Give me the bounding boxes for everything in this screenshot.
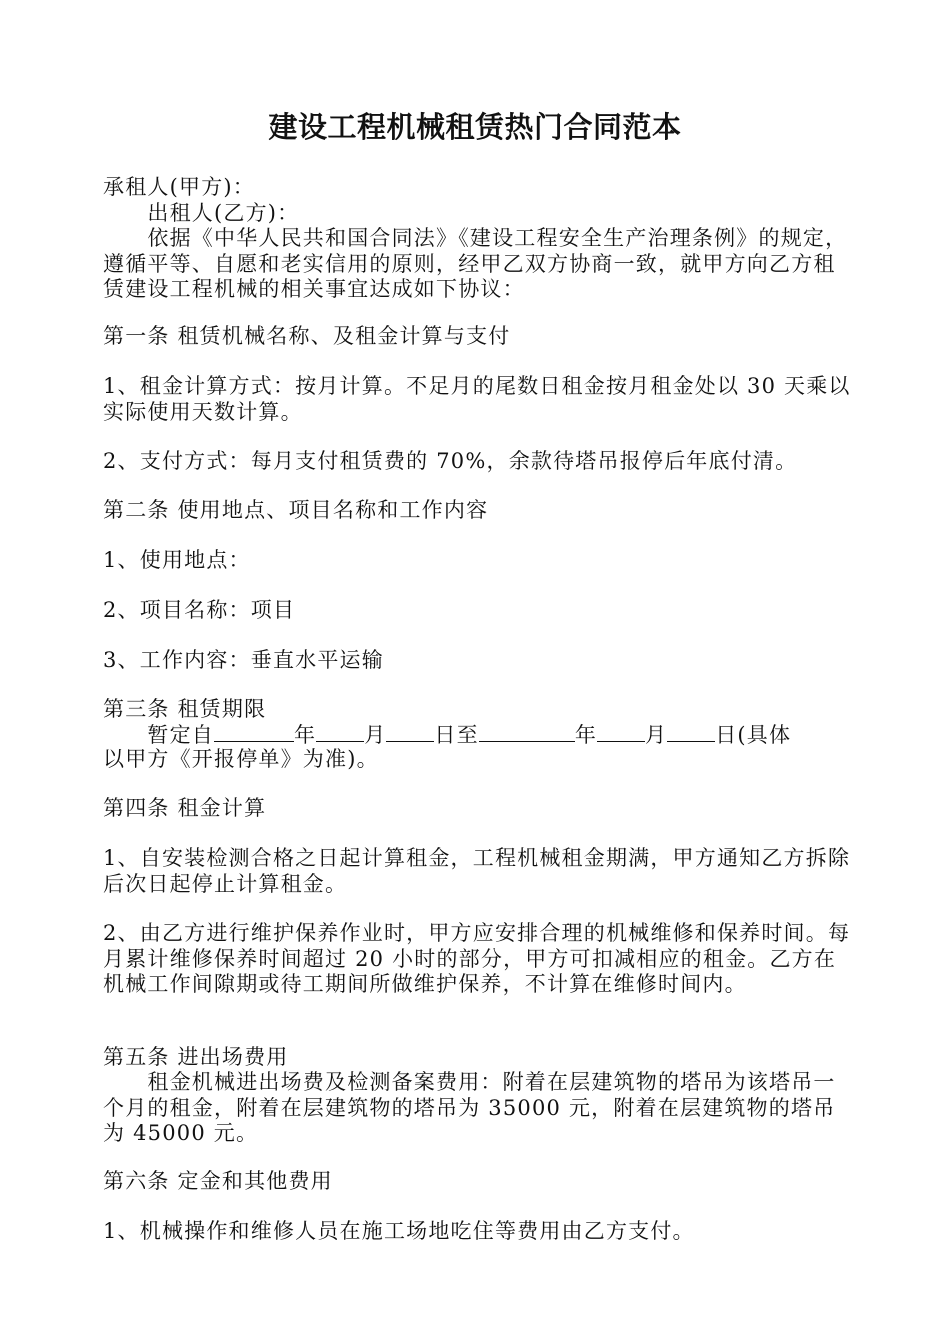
article-3-heading: 第三条 租赁期限 bbox=[103, 697, 267, 721]
article-5-heading: 第五条 进出场费用 bbox=[103, 1045, 289, 1069]
start-year-blank bbox=[214, 722, 294, 742]
article-6-heading: 第六条 定金和其他费用 bbox=[103, 1169, 333, 1193]
article-2-item-2: 2、项目名称：项目 bbox=[103, 598, 296, 622]
article-2-item-1: 1、使用地点： bbox=[103, 548, 251, 572]
article-6-item-1: 1、机械操作和维修人员在施工场地吃住等费用由乙方支付。 bbox=[103, 1219, 695, 1243]
end-year-blank bbox=[479, 722, 575, 742]
article-4-heading: 第四条 租金计算 bbox=[103, 796, 267, 820]
article-4-item-2: 2、由乙方进行维护保养作业时，甲方应安排合理的机械维修和保养时间。每月累计维修保养时间超过 20 小时的部分，甲方可扣减相应的租金。乙方在机械工作间隙期或待工期间所做维护保养，不计算在维修时间内。 bbox=[103, 921, 851, 997]
end-day-blank bbox=[667, 722, 715, 742]
lessee-line: 承租人(甲方)： bbox=[103, 175, 255, 199]
article-1-heading: 第一条 租赁机械名称、及租金计算与支付 bbox=[103, 324, 511, 348]
intro-paragraph: 依据《中华人民共和国合同法》《建设工程安全生产治理条例》的规定，遵循平等、自愿和老实信用的原则，经甲乙双方协商一致，就甲方向乙方租赁建设工程机械的相关事宜达成如下协议： bbox=[103, 226, 848, 302]
end-year-label: 年 bbox=[574, 723, 598, 747]
article-2-heading: 第二条 使用地点、项目名称和工作内容 bbox=[103, 498, 489, 522]
lessor-line: 出租人(乙方)： bbox=[103, 201, 300, 225]
period-prefix: 暂定自 bbox=[103, 723, 214, 747]
article-3-period-line bbox=[103, 722, 853, 749]
start-day-blank bbox=[386, 722, 434, 742]
start-month-blank bbox=[316, 722, 364, 742]
article-1-item-1: 1、租金计算方式：按月计算。不足月的尾数日租金按月租金处以 30 天乘以实际使用天数计算。 bbox=[103, 374, 851, 424]
article-1-item-2: 2、支付方式：每月支付租赁费的 70%，余款待塔吊报停后年底付清。 bbox=[103, 449, 798, 473]
start-month-label: 月 bbox=[364, 723, 387, 747]
article-4-item-1: 1、自安装检测合格之日起计算租金，工程机械租金期满，甲方通知乙方拆除后次日起停止计算租金。 bbox=[103, 846, 851, 896]
document-title: 建设工程机械租赁热门合同范本 bbox=[268, 110, 682, 144]
article-2-item-3: 3、工作内容：垂直水平运输 bbox=[103, 648, 384, 672]
article-5-body: 租金机械进出场费及检测备案费用：附着在层建筑物的塔吊为该塔吊一个月的租金，附着在层建筑物的塔吊为 35000 元，附着在层建筑物的塔吊 为 45000 元。 bbox=[103, 1070, 836, 1146]
start-year-label: 年 bbox=[294, 723, 317, 747]
end-month-label: 月 bbox=[645, 723, 668, 747]
start-day-label: 日至 bbox=[434, 723, 479, 747]
end-month-blank bbox=[597, 722, 645, 742]
article-3-period-continued: 以甲方《开报停单》为准)。 bbox=[103, 747, 379, 771]
end-day-label: 日(具体 bbox=[715, 723, 792, 747]
